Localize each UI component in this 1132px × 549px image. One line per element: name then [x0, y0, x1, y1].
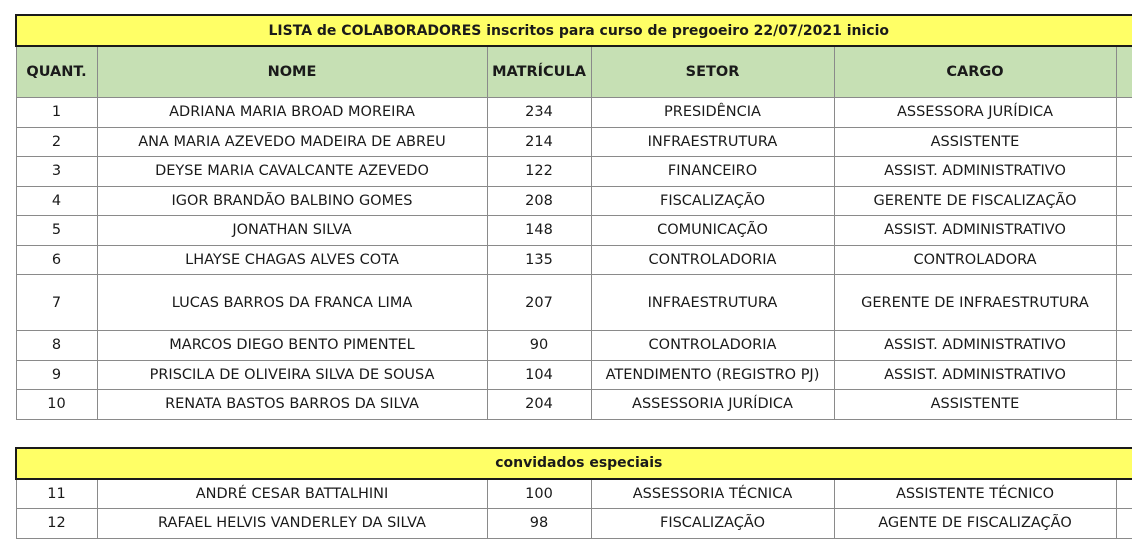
cell-nome[interactable]: DEYSE MARIA CAVALCANTE AZEVEDO — [97, 157, 487, 187]
cell-quant[interactable]: 10 — [16, 390, 97, 420]
cell-matricula[interactable]: 204 — [487, 390, 591, 420]
cell-quant[interactable]: 12 — [16, 509, 97, 539]
cell-cargo[interactable]: ASSIST. ADMINISTRATIVO — [834, 216, 1116, 246]
cell-quant[interactable]: 4 — [16, 186, 97, 216]
table-row — [16, 157, 1132, 187]
cell-nome[interactable]: ADRIANA MARIA BROAD MOREIRA — [97, 98, 487, 128]
header-quant[interactable]: QUANT. — [16, 46, 97, 98]
table-row — [16, 98, 1132, 128]
cell-extra[interactable] — [1116, 157, 1132, 187]
cell-cargo[interactable]: ASSISTENTE — [834, 127, 1116, 157]
header-extra-cell[interactable] — [1116, 46, 1132, 98]
cell-extra[interactable] — [1116, 98, 1132, 128]
cell-matricula[interactable]: 90 — [487, 331, 591, 361]
header-matricula[interactable]: MATRÍCULA — [487, 46, 591, 98]
cell-quant[interactable]: 9 — [16, 360, 97, 390]
cell-matricula[interactable]: 148 — [487, 216, 591, 246]
table-title[interactable]: LISTA de COLABORADORES inscritos para curso de pregoeiro 22/07/2021 inicio — [16, 15, 1132, 46]
cell-cargo[interactable]: ASSIST. ADMINISTRATIVO — [834, 157, 1116, 187]
cell-nome[interactable]: RAFAEL HELVIS VANDERLEY DA SILVA — [97, 509, 487, 539]
table-row — [16, 127, 1132, 157]
spreadsheet — [15, 14, 1132, 539]
cell-quant[interactable]: 5 — [16, 216, 97, 246]
table-row — [16, 216, 1132, 246]
table-row — [16, 245, 1132, 275]
cell-extra[interactable] — [1116, 186, 1132, 216]
cell-cargo[interactable]: GERENTE DE INFRAESTRUTURA — [834, 275, 1116, 331]
guests-table — [15, 447, 1132, 539]
cell-matricula[interactable]: 207 — [487, 275, 591, 331]
cell-quant[interactable]: 6 — [16, 245, 97, 275]
cell-nome[interactable]: IGOR BRANDÃO BALBINO GOMES — [97, 186, 487, 216]
header-setor[interactable]: SETOR — [591, 46, 834, 98]
cell-nome[interactable]: ANA MARIA AZEVEDO MADEIRA DE ABREU — [97, 127, 487, 157]
cell-matricula[interactable]: 98 — [487, 509, 591, 539]
column-header-row — [16, 46, 1132, 98]
cell-cargo[interactable]: ASSISTENTE — [834, 390, 1116, 420]
table-row — [16, 331, 1132, 361]
cell-nome[interactable]: PRISCILA DE OLIVEIRA SILVA DE SOUSA — [97, 360, 487, 390]
cell-setor[interactable]: FISCALIZAÇÃO — [591, 509, 834, 539]
cell-setor[interactable]: FISCALIZAÇÃO — [591, 186, 834, 216]
cell-setor[interactable]: CONTROLADORIA — [591, 245, 834, 275]
cell-setor[interactable]: ATENDIMENTO (REGISTRO PJ) — [591, 360, 834, 390]
cell-matricula[interactable]: 214 — [487, 127, 591, 157]
cell-setor[interactable]: INFRAESTRUTURA — [591, 127, 834, 157]
cell-setor[interactable]: FINANCEIRO — [591, 157, 834, 187]
cell-nome[interactable]: LHAYSE CHAGAS ALVES COTA — [97, 245, 487, 275]
cell-extra[interactable] — [1116, 390, 1132, 420]
cell-nome[interactable]: MARCOS DIEGO BENTO PIMENTEL — [97, 331, 487, 361]
cell-matricula[interactable]: 208 — [487, 186, 591, 216]
table-row — [16, 360, 1132, 390]
cell-matricula[interactable]: 122 — [487, 157, 591, 187]
table-row — [16, 275, 1132, 331]
cell-nome[interactable]: ANDRÉ CESAR BATTALHINI — [97, 479, 487, 509]
cell-matricula[interactable]: 100 — [487, 479, 591, 509]
cell-nome[interactable]: RENATA BASTOS BARROS DA SILVA — [97, 390, 487, 420]
cell-quant[interactable]: 11 — [16, 479, 97, 509]
cell-extra[interactable] — [1116, 275, 1132, 331]
cell-extra[interactable] — [1116, 509, 1132, 539]
cell-quant[interactable]: 1 — [16, 98, 97, 128]
cell-setor[interactable]: ASSESSORIA TÉCNICA — [591, 479, 834, 509]
cell-matricula[interactable]: 135 — [487, 245, 591, 275]
header-nome[interactable]: NOME — [97, 46, 487, 98]
table-row — [16, 509, 1132, 539]
cell-setor[interactable]: INFRAESTRUTURA — [591, 275, 834, 331]
cell-cargo[interactable]: GERENTE DE FISCALIZAÇÃO — [834, 186, 1116, 216]
cell-quant[interactable]: 8 — [16, 331, 97, 361]
cell-setor[interactable]: COMUNICAÇÃO — [591, 216, 834, 246]
cell-extra[interactable] — [1116, 360, 1132, 390]
cell-setor[interactable]: PRESIDÊNCIA — [591, 98, 834, 128]
cell-cargo[interactable]: CONTROLADORA — [834, 245, 1116, 275]
cell-extra[interactable] — [1116, 245, 1132, 275]
cell-cargo[interactable]: ASSIST. ADMINISTRATIVO — [834, 331, 1116, 361]
cell-extra[interactable] — [1116, 479, 1132, 509]
table-title-row — [16, 15, 1132, 46]
cell-nome[interactable]: LUCAS BARROS DA FRANCA LIMA — [97, 275, 487, 331]
cell-cargo[interactable]: ASSESSORA JURÍDICA — [834, 98, 1116, 128]
cell-quant[interactable]: 7 — [16, 275, 97, 331]
blank-row — [15, 420, 1132, 447]
table-row — [16, 479, 1132, 509]
cell-extra[interactable] — [1116, 216, 1132, 246]
cell-nome[interactable]: JONATHAN SILVA — [97, 216, 487, 246]
cell-cargo[interactable]: ASSISTENTE TÉCNICO — [834, 479, 1116, 509]
cell-extra[interactable] — [1116, 331, 1132, 361]
cell-matricula[interactable]: 104 — [487, 360, 591, 390]
guests-title-row — [16, 448, 1132, 479]
cell-cargo[interactable]: ASSIST. ADMINISTRATIVO — [834, 360, 1116, 390]
table-row — [16, 390, 1132, 420]
header-cargo[interactable]: CARGO — [834, 46, 1116, 98]
collaborators-table — [15, 14, 1132, 420]
cell-cargo[interactable]: AGENTE DE FISCALIZAÇÃO — [834, 509, 1116, 539]
cell-matricula[interactable]: 234 — [487, 98, 591, 128]
cell-extra[interactable] — [1116, 127, 1132, 157]
cell-setor[interactable]: CONTROLADORIA — [591, 331, 834, 361]
cell-quant[interactable]: 3 — [16, 157, 97, 187]
cell-quant[interactable]: 2 — [16, 127, 97, 157]
table-row — [16, 186, 1132, 216]
cell-setor[interactable]: ASSESSORIA JURÍDICA — [591, 390, 834, 420]
guests-title[interactable]: convidados especiais — [16, 448, 1132, 479]
